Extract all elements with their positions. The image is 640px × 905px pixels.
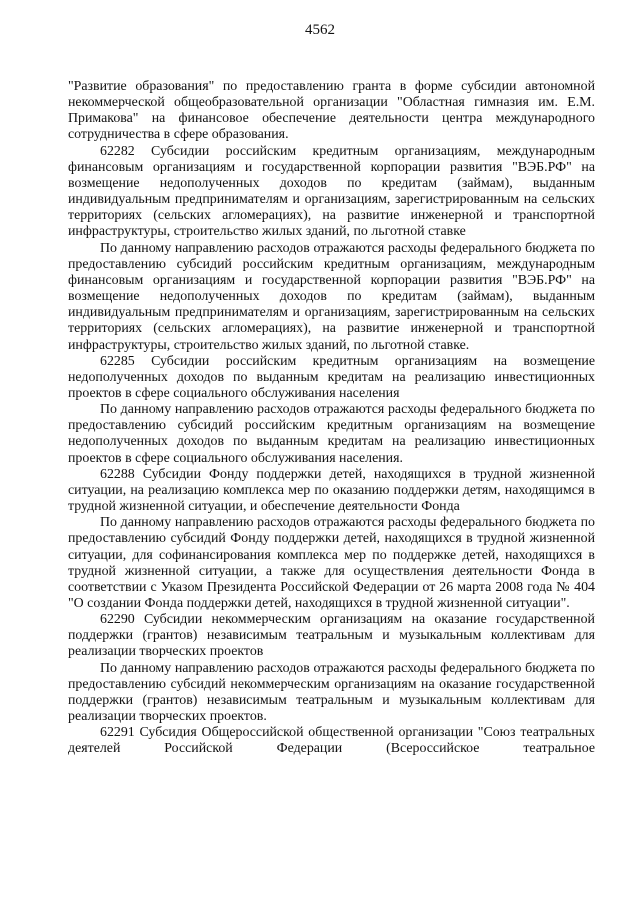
- paragraph-62288-description: По данному направлению расходов отражаются расходы федерального бюджета по предоставлению субсидий Фонду поддержки детей, находящихся в трудной жизненной ситуации, для софинансирования комплекса мер по поддержке детей, находящихся в трудной жизненной ситуации, а также для осуществления деятельности Фонда в соответствии с Указом Президента Российской Федерации от 26 марта 2008 года № 404 "О создании Фонда поддержки детей, находящихся в трудной жизненной ситуации".: [68, 515, 595, 611]
- paragraph-62290-heading: 62290 Субсидии некоммерческим организациям на оказание государственной поддержки (грантов) независимым театральным и музыкальным коллективам для реализации творческих проектов: [68, 612, 595, 660]
- paragraph-62282-heading: 62282 Субсидии российским кредитным организациям, международным финансовым организациям и государственной корпорации развития "ВЭБ.РФ" на возмещение недополученных доходов по кредитам (займам), выданным индивидуальным предпринимателям и организациям, зарегистрированным на сельских территориях (сельских агломерациях), на развитие инженерной и транспортной инфраструктуры, строительство жилых зданий, по льготной ставке: [68, 143, 595, 240]
- document-body: [68, 79, 595, 758]
- paragraph-62285-heading: 62285 Субсидии российским кредитным организациям на возмещение недополученных доходов по выданным кредитам на реализацию инвестиционных проектов в сфере социального обслуживания населения: [68, 353, 595, 401]
- paragraph-62282-description: По данному направлению расходов отражаются расходы федерального бюджета по предоставлению субсидий российским кредитным организациям, международным финансовым организациям и государственной корпорации развития "ВЭБ.РФ" на возмещение недополученных доходов по кредитам (займам), выданным индивидуальным предпринимателям и организациям, зарегистрированным на сельских территориях (сельских агломерациях), на развитие инженерной и транспортной инфраструктуры, строительство жилых зданий, по льготной ставке.: [68, 240, 595, 353]
- paragraph-62290-description: По данному направлению расходов отражаются расходы федерального бюджета по предоставлению субсидий некоммерческим организациям на оказание государственной поддержки (грантов) независимым театральным и музыкальным коллективам для реализации творческих проектов.: [68, 660, 595, 725]
- page-number: 4562: [305, 22, 335, 38]
- paragraph-62291-heading: 62291 Субсидия Общероссийской общественной организации "Союз театральных деятелей Российской Федерации (Всероссийское театральное: [68, 725, 595, 757]
- paragraph-continuation: "Развитие образования" по предоставлению гранта в форме субсидии автономной некоммерческой общеобразовательной организации "Областная гимназия им. Е.М. Примакова" на финансовое обеспечение деятельности центра международного сотрудничества в сфере образования.: [68, 79, 595, 143]
- paragraph-62288-heading: 62288 Субсидии Фонду поддержки детей, находящихся в трудной жизненной ситуации, на реализацию комплекса мер по оказанию поддержки детям, находящимся в трудной жизненной ситуации, и обеспечение деятельности Фонда: [68, 466, 595, 515]
- paragraph-62285-description: По данному направлению расходов отражаются расходы федерального бюджета по предоставлению субсидий российским кредитным организациям на возмещение недополученных доходов по выданным кредитам на реализацию инвестиционных проектов в сфере социального обслуживания населения.: [68, 402, 595, 466]
